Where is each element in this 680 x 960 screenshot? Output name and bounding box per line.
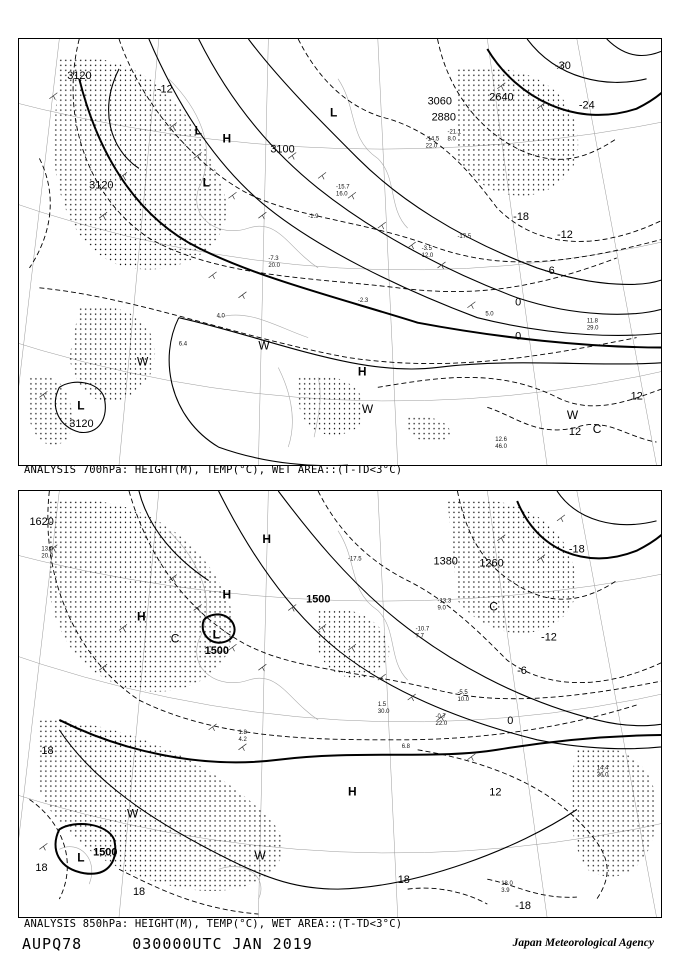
warm-center-marker: W <box>136 354 149 369</box>
low-center-marker: L <box>202 175 210 190</box>
map-panel-700hpa <box>18 38 662 466</box>
station-value: -3.5 <box>421 246 432 253</box>
station-value: -5.5 <box>457 690 468 697</box>
high-center-marker: H <box>347 784 357 799</box>
station-value: -1.9 <box>308 214 319 221</box>
station-value: -13.3 <box>437 598 452 605</box>
warm-center-marker: W <box>254 848 266 863</box>
contour-label: 1380 <box>433 555 458 568</box>
chart-700hpa <box>19 39 661 465</box>
station-value: 16.0 <box>336 191 348 198</box>
temperature-label: -6 <box>517 665 527 678</box>
panel-caption-700hpa: ANALYSIS 700hPa: HEIGHT(M), TEMP(°C), WET AREA::(T-TD<3°C) <box>24 464 403 476</box>
station-value: 22.0 <box>435 720 448 727</box>
warm-center-marker: W <box>566 408 579 423</box>
station-value: 9.0 <box>437 605 446 612</box>
temperature-label: -30 <box>554 59 571 72</box>
station-value: 20.0 <box>41 553 54 560</box>
temperature-label: -24 <box>578 99 595 112</box>
temperature-label: -12 <box>156 83 173 96</box>
temperature-label: -18 <box>568 543 585 556</box>
contour-label: 1620 <box>29 515 54 528</box>
station-value: 20.0 <box>268 262 280 269</box>
station-value: 12.6 <box>495 437 507 444</box>
station-value: 46.0 <box>495 444 507 451</box>
low-center-marker: L <box>77 850 85 865</box>
warm-center-marker: W <box>258 338 270 353</box>
contour-label: 1500 <box>204 645 229 658</box>
cold-center-marker: C <box>592 422 602 437</box>
station-value: 18.0 <box>501 881 513 888</box>
station-value: 7.7 <box>415 633 424 640</box>
temperature-label: -12 <box>556 229 573 242</box>
station-value: -14.5 <box>425 136 440 143</box>
station-value: 1.5 <box>377 701 387 708</box>
cold-center-marker: C <box>489 599 498 614</box>
station-value: 30.0 <box>377 708 390 715</box>
station-value: 29.0 <box>586 325 599 332</box>
panel-caption-850hpa: ANALYSIS 850hPa: HEIGHT(M), TEMP(°C), WET AREA::(T-TD<3°C) <box>24 918 403 930</box>
station-value: -0.7 <box>435 713 446 720</box>
temperature-label: 12 <box>630 390 643 403</box>
station-value: -17.5 <box>347 556 362 563</box>
station-value: -2.3 <box>357 297 369 304</box>
temperature-label: 0 <box>515 330 522 343</box>
temperature-label: 12 <box>568 426 582 439</box>
high-center-marker: H <box>357 364 367 379</box>
low-center-marker: L <box>212 627 220 642</box>
warm-center-marker: W <box>127 806 139 821</box>
station-value: 11.8 <box>586 318 599 325</box>
station-value: 8.0 <box>447 136 456 143</box>
station-value: 6.8 <box>401 743 411 750</box>
station-value: 13.0 <box>41 546 54 553</box>
contour-label: 1500 <box>306 593 331 606</box>
station-value: -15.7 <box>336 184 350 191</box>
station-value: 10.0 <box>457 697 470 704</box>
temperature-label: -18 <box>513 211 529 224</box>
temperature-label: -18 <box>515 900 531 913</box>
low-center-marker: L <box>77 398 85 413</box>
temperature-label: 18 <box>132 886 146 899</box>
high-center-marker: H <box>222 587 232 602</box>
station-value: 4.0 <box>216 313 225 320</box>
station-value: -17.5 <box>457 234 472 241</box>
contour-label: 1500 <box>93 846 118 859</box>
contour-label: 2880 <box>431 111 456 124</box>
coastlines <box>169 79 408 447</box>
temperature-label: 0 <box>515 296 522 309</box>
contour-label: 3120 <box>67 69 92 82</box>
agency-name: Japan Meteorological Agency <box>512 937 654 949</box>
product-code: AUPQ78 <box>22 935 83 953</box>
temperature-label: 0 <box>507 714 514 727</box>
contour-label: 2640 <box>489 91 514 104</box>
low-center-marker: L <box>194 123 202 138</box>
chart-850hpa <box>19 491 661 917</box>
station-value: 5.0 <box>485 311 494 318</box>
cold-center-marker: C <box>170 631 180 646</box>
contour-label: 1260 <box>479 557 504 570</box>
station-value: 3.9 <box>501 888 510 895</box>
warm-center-marker: W <box>361 402 374 417</box>
contour-label: 3120 <box>89 179 114 192</box>
temperature-label: 18 <box>397 874 410 887</box>
high-center-marker: H <box>222 131 232 146</box>
station-value: -21.1 <box>447 129 462 136</box>
station-value: 36.0 <box>596 772 609 779</box>
station-value: 14.4 <box>596 765 609 772</box>
high-center-marker: H <box>136 609 146 624</box>
station-value: -10.7 <box>415 626 430 633</box>
temperature-label: 18 <box>41 744 54 757</box>
station-value: 1.8 <box>238 729 247 736</box>
station-value: 12.0 <box>421 252 434 259</box>
temperature-label: 18 <box>35 862 48 875</box>
station-value: 22.0 <box>425 143 438 150</box>
valid-time: 030000UTC JAN 2019 <box>132 935 313 953</box>
station-value: -7.3 <box>268 255 279 262</box>
station-value: 6.4 <box>178 341 188 348</box>
station-value: 4.2 <box>238 736 247 743</box>
contour-label: 3100 <box>270 143 295 156</box>
temperature-label: -12 <box>541 631 557 644</box>
contour-label: 3120 <box>69 418 94 431</box>
wet-areas <box>27 58 578 445</box>
product-header <box>22 935 313 953</box>
temperature-label: -6 <box>545 264 555 277</box>
temperature-label: 12 <box>489 786 502 799</box>
low-center-marker: L <box>330 105 338 120</box>
high-center-marker: H <box>262 531 271 546</box>
contour-label: 3060 <box>427 95 452 108</box>
map-panel-850hpa <box>18 490 662 918</box>
